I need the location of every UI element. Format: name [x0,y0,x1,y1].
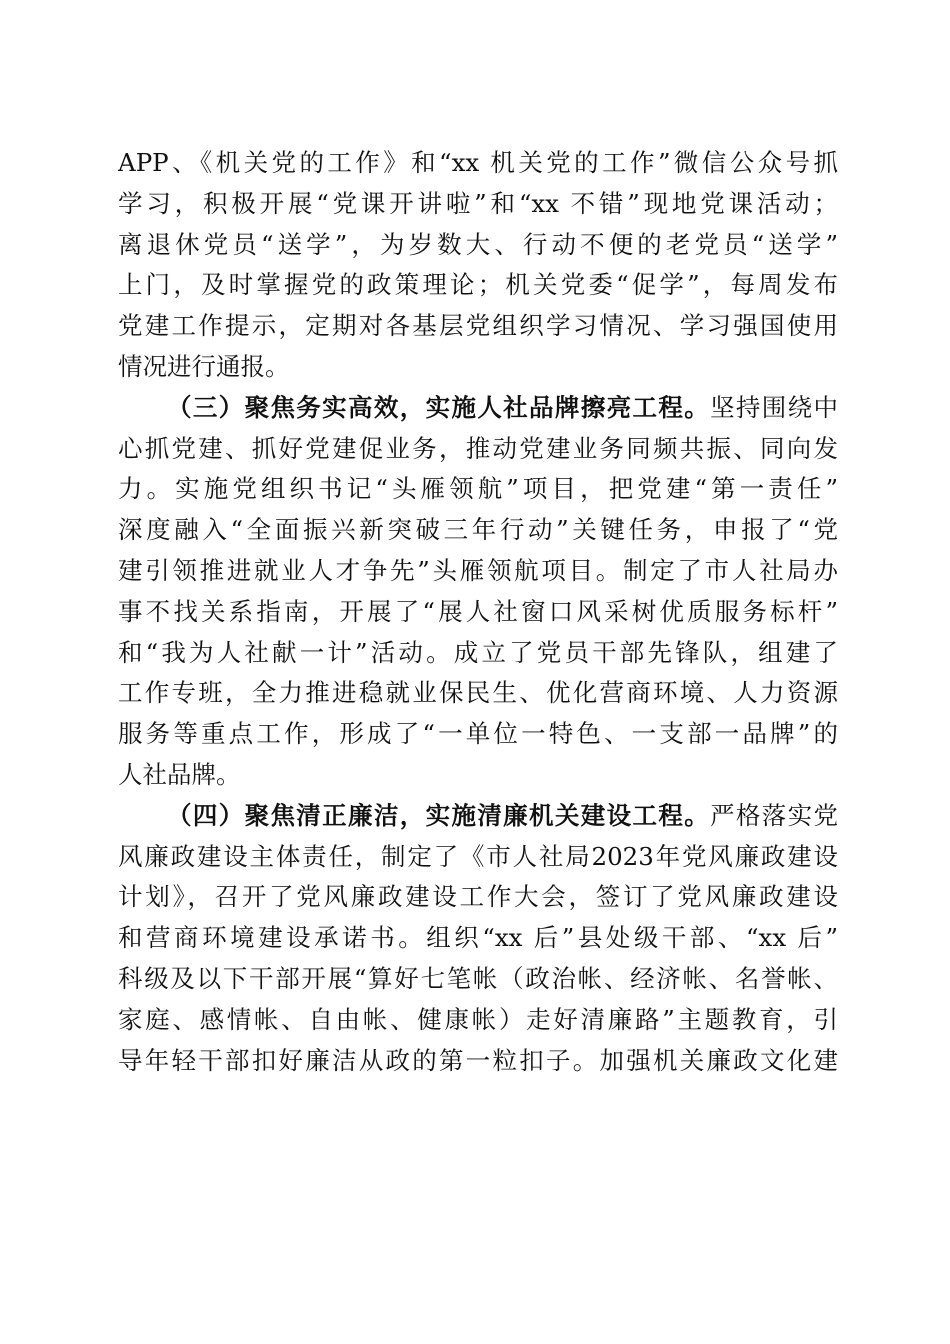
text-line: 和“我为人社献一计”活动。成立了党员干部先锋队，组建了 [118,637,838,667]
text-line: APP、《机关党的工作》和“xx 机关党的工作”微信公众号抓 [118,148,838,177]
text-line: 工作专班，全力推进稳就业保民生、优化营商环境、人力资源 [118,678,838,708]
text-line: 科级及以下干部开展“算好七笔帐（政治帐、经济帐、名誉帐、 [118,963,838,993]
paragraph-study-activities [118,143,838,388]
text-line: 计划》，召开了党风廉政建设工作大会，签订了党风廉政建设 [118,882,838,912]
text-line: 上门，及时掌握党的政策理论；机关党委“促学”，每周发布 [118,270,838,300]
text-line: 事不找关系指南，开展了“展人社窗口风采树优质服务标杆” [118,596,838,626]
text-run: 坚持围绕中 [710,392,839,422]
section-heading: （三）聚焦务实高效，实施人社品牌擦亮工程。 [167,392,711,422]
text-line: 人社品牌。 [118,759,241,789]
text-line: 建引领推进就业人才争先”头雁领航项目。制定了市人社局办 [118,555,838,585]
paragraph-integrity-project [118,796,838,1082]
text-line: 和营商环境建设承诺书。组织“xx 后”县处级干部、“xx 后” [118,923,838,953]
section-heading: （四）聚焦清正廉洁，实施清廉机关建设工程。 [167,800,711,830]
text-line: 家庭、感情帐、自由帐、健康帐）走好清廉路”主题教育，引 [118,1004,838,1034]
paragraph-brand-project [118,388,838,796]
text-line: 情况进行通报。 [118,351,290,381]
text-line: 深度融入“全面振兴新突破三年行动”关键任务，申报了“党 [118,515,838,545]
text-run: 严格落实党 [710,800,839,830]
text-line: 学习，积极开展“党课开讲啦”和“xx 不错”现地党课活动； [118,188,838,218]
text-line: 心抓党建、抓好党建促业务，推动党建业务同频共振、同向发 [118,433,838,463]
text-line: 导年轻干部扣好廉洁从政的第一粒扣子。加强机关廉政文化建 [118,1045,838,1075]
text-line: 风廉政建设主体责任，制定了《市人社局2023年党风廉政建设 [118,841,838,871]
text-line: 离退休党员“送学”，为岁数大、行动不便的老党员“送学” [118,229,838,259]
text-line: 服务等重点工作，形成了“一单位一特色、一支部一品牌”的 [118,719,838,749]
paragraph-first-line [118,388,838,429]
paragraph-first-line [118,796,838,837]
text-line: 力。实施党组织书记“头雁领航”项目，把党建“第一责任” [118,474,838,504]
text-line: 党建工作提示，定期对各基层党组织学习情况、学习强国使用 [118,311,838,341]
document-body [118,143,838,1081]
